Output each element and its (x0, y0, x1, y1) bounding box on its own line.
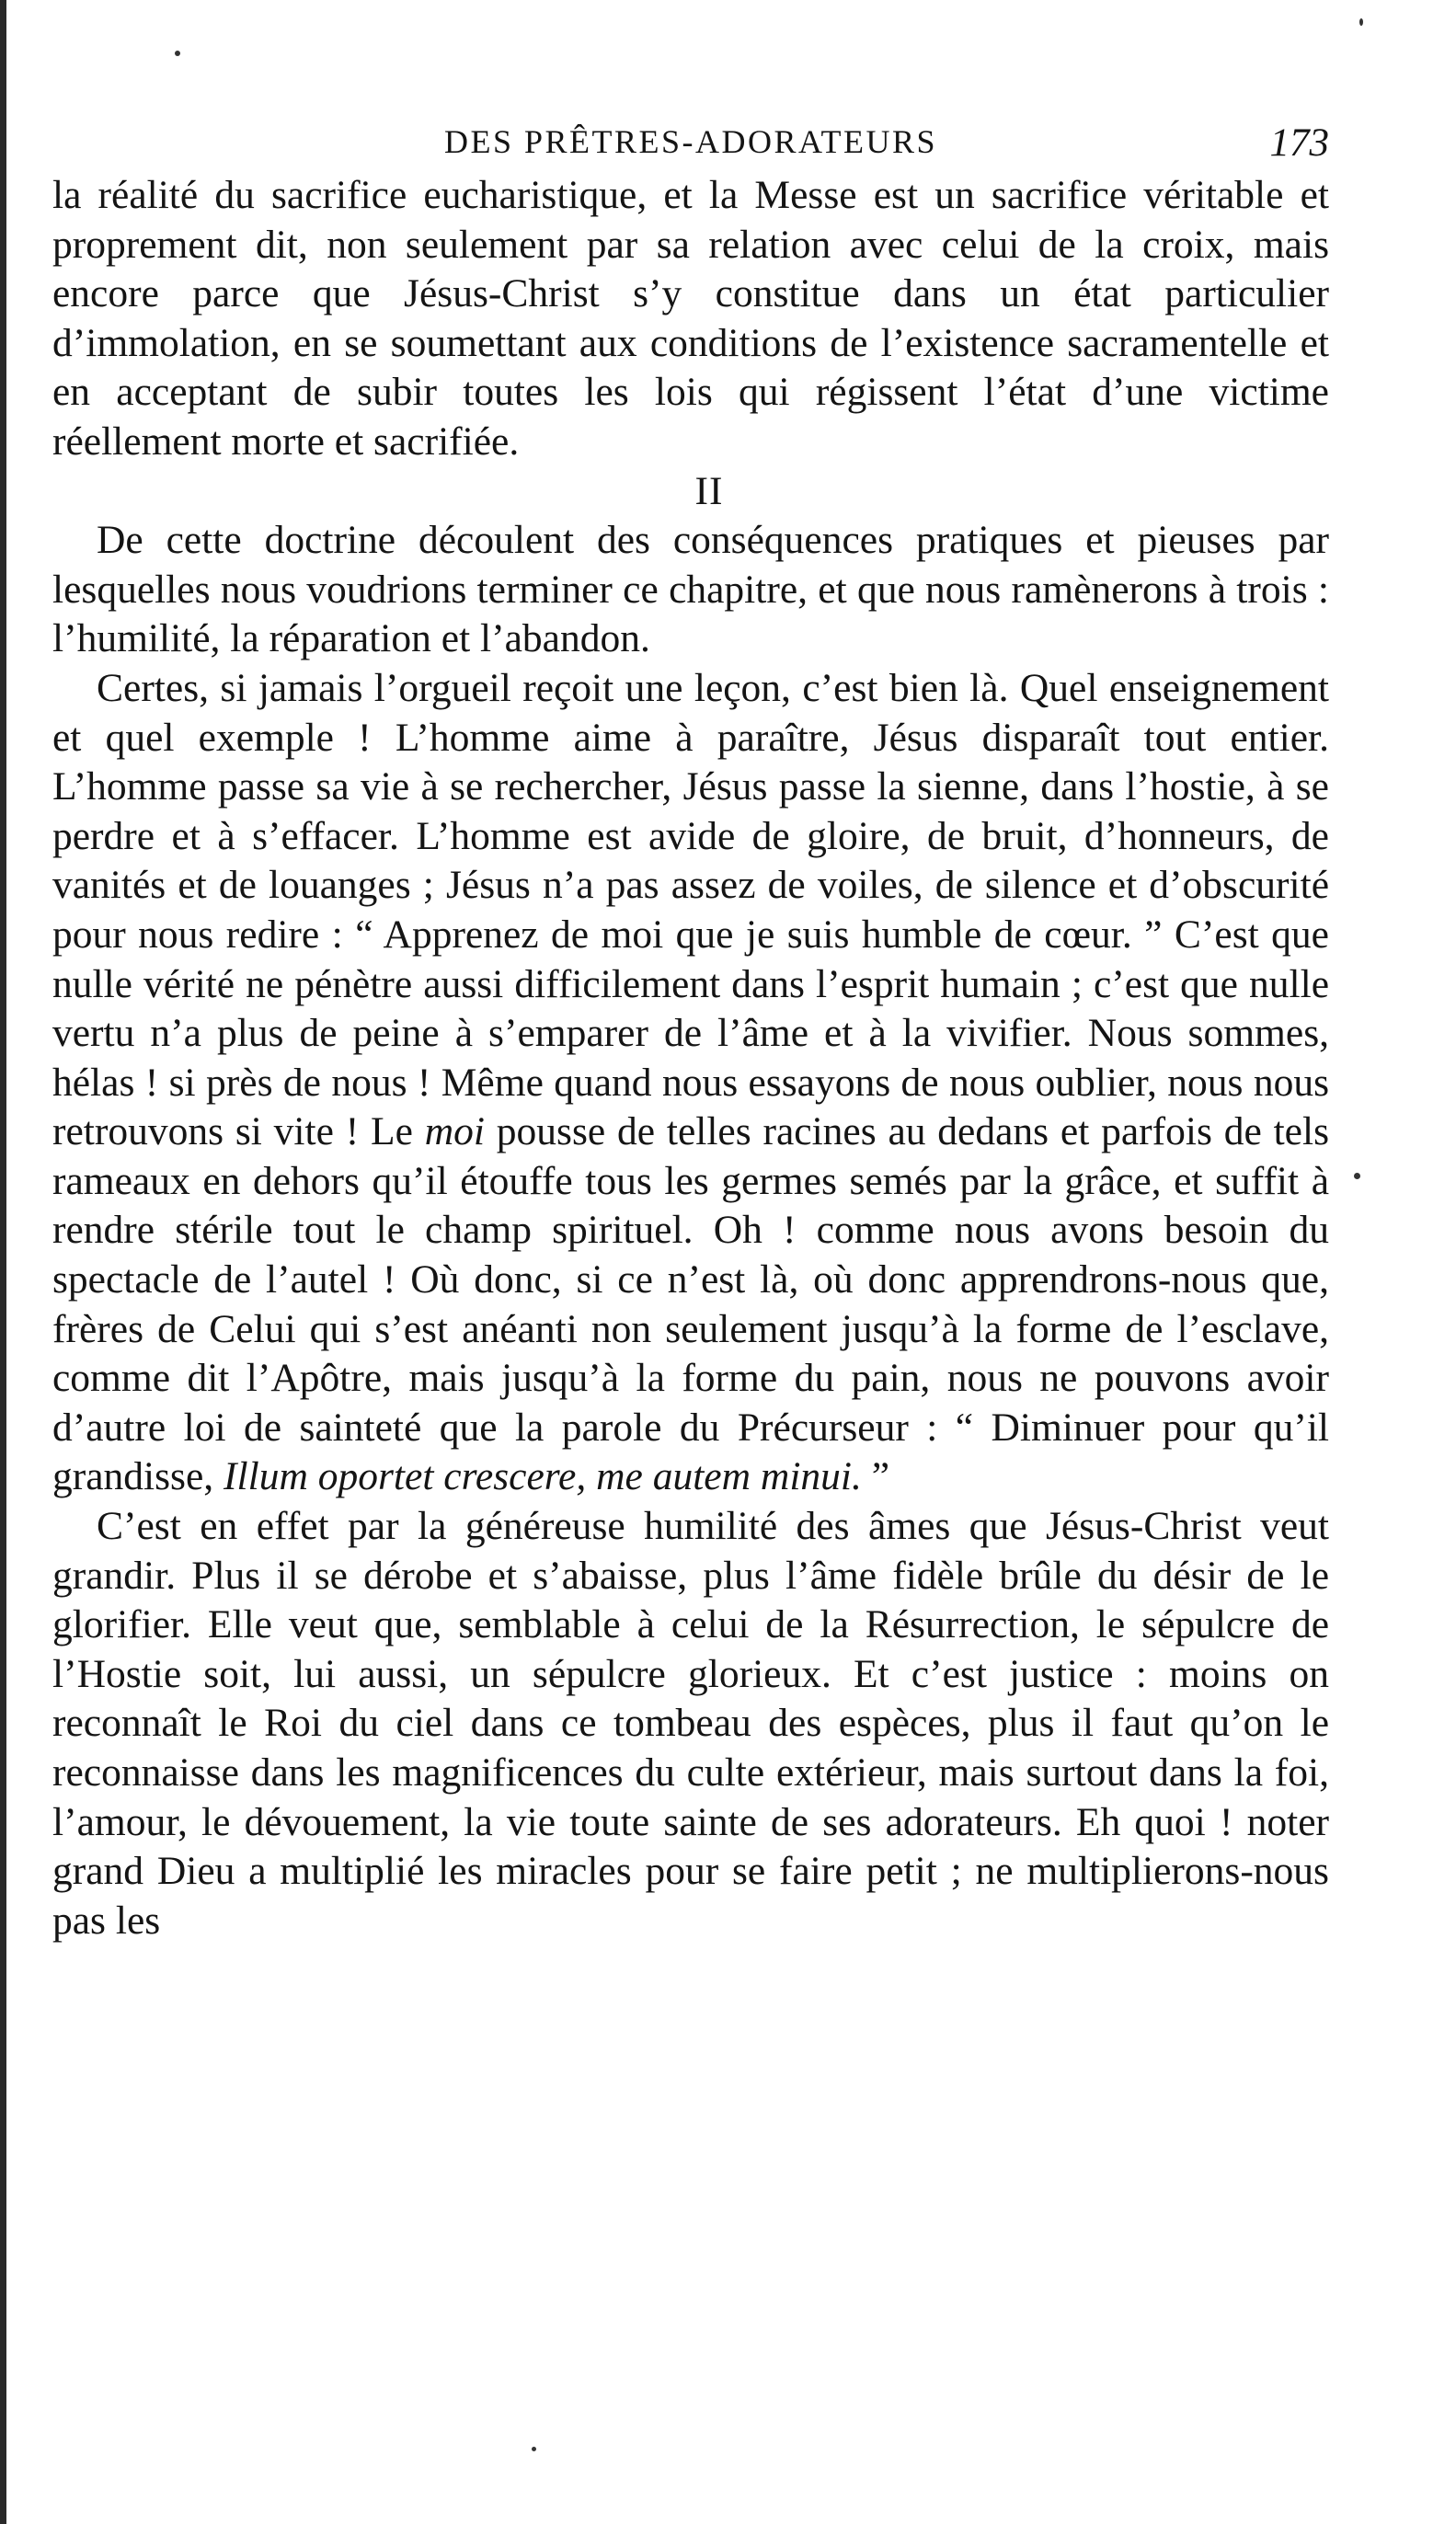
ink-speck (175, 51, 180, 56)
ink-speck (1359, 18, 1363, 26)
latin-quotation: Illum oportet crescere, me autem minui. (224, 1454, 862, 1499)
body-text (52, 171, 1329, 1945)
closing-quote: ” (861, 1454, 890, 1499)
ink-speck (532, 2447, 536, 2451)
emphasis-moi: moi (424, 1109, 485, 1154)
paragraph-glorification: C’est en effet par la généreuse humilité des âmes que Jésus-Christ veut grandir. Plus il se dérobe et s’abaisse, plus l’âme fidèle brûle du désir de le glorifier. Elle veut que, semblable à celui de la Résurrection, le sépulcre de l’Hostie soit, lui aussi, un sépulcre glorieux. Et c’est justice : moins on reconnaît le Roi du ciel dans ce tombeau des espèces, plus il faut qu’on le reconnaisse dans les magnificences du culte extérieur, mais surtout dans la foi, l’amour, le dévouement, la vie toute sainte de ses adorateurs. Eh quoi ! noter grand Dieu a multiplié les miracles pour se faire petit ; ne multiplierons-nous pas les (52, 1504, 1329, 1943)
section-numeral: II (694, 468, 724, 513)
page-binding-edge (0, 0, 6, 2524)
running-head (52, 118, 1329, 166)
page-number: 173 (1269, 121, 1329, 165)
ink-speck (1354, 1173, 1360, 1179)
running-title: DES PRÊTRES-ADORATEURS (443, 123, 938, 160)
paragraph-continuation: la réalité du sacrifice eucharistique, et la Messe est un sacrifice véritable et proprement dit, non seulement par sa relation avec celui de la croix, mais encore parce que Jésus-Christ s’y constitue dans un état particulier d’immolation, en se soumettant aux conditions de l’existence sacramentelle et en acceptant de subir toutes les lois qui régissent l’état d’une victime réellement morte et sacrifiée. (52, 173, 1329, 464)
paragraph-humility (52, 664, 1329, 1502)
paragraph-doctrine: De cette doctrine découlent des conséquences pratiques et pieuses par lesquelles nous voudrions terminer ce chapitre, et que nous ramènerons à trois : l’humilité, la réparation et l’abandon. (52, 518, 1329, 661)
paragraph-humility-text-1: Certes, si jamais l’orgueil reçoit une leçon, c’est bien là. Quel enseignement et quel exemple ! L’homme aime à paraître, Jésus disparaît tout entier. L’homme passe sa vie à se rechercher, Jésus passe la sienne, dans l’hostie, à se perdre et à s’effacer. L’homme est avide de gloire, de bruit, d’honneurs, de vanités et de louanges ; Jésus n’a pas assez de voiles, de silence et d’obscurité pour nous redire : “ Apprenez de moi que je suis humble de cœur. ” C’est que nulle vérité ne pénètre aussi difficilement dans l’esprit humain ; c’est que nulle vertu n’a plus de peine à s’emparer de l’âme et à la vivifier. Nous sommes, hélas ! si près de nous ! Même quand nous essayons de nous oublier, nous nous retrouvons si vite ! Le (52, 665, 1329, 1154)
paragraph-humility-text-2: pousse de telles racines au dedans et parfois de tels rameaux en dehors qu’il étouffe tous les germes semés par la grâce, et suffit à rendre stérile tout le champ spirituel. Oh ! comme nous avons besoin du spectacle de l’autel ! Où donc, si ce n’est là, où donc apprendrons-nous que, frères de Celui qui s’est anéanti non seulement jusqu’à la forme de l’esclave, comme dit l’Apôtre, mais jusqu’à la forme du pain, nous ne pouvons avoir d’autre loi de sainteté que la parole du Précurseur : “ Diminuer pour qu’il grandisse, (52, 1109, 1329, 1499)
